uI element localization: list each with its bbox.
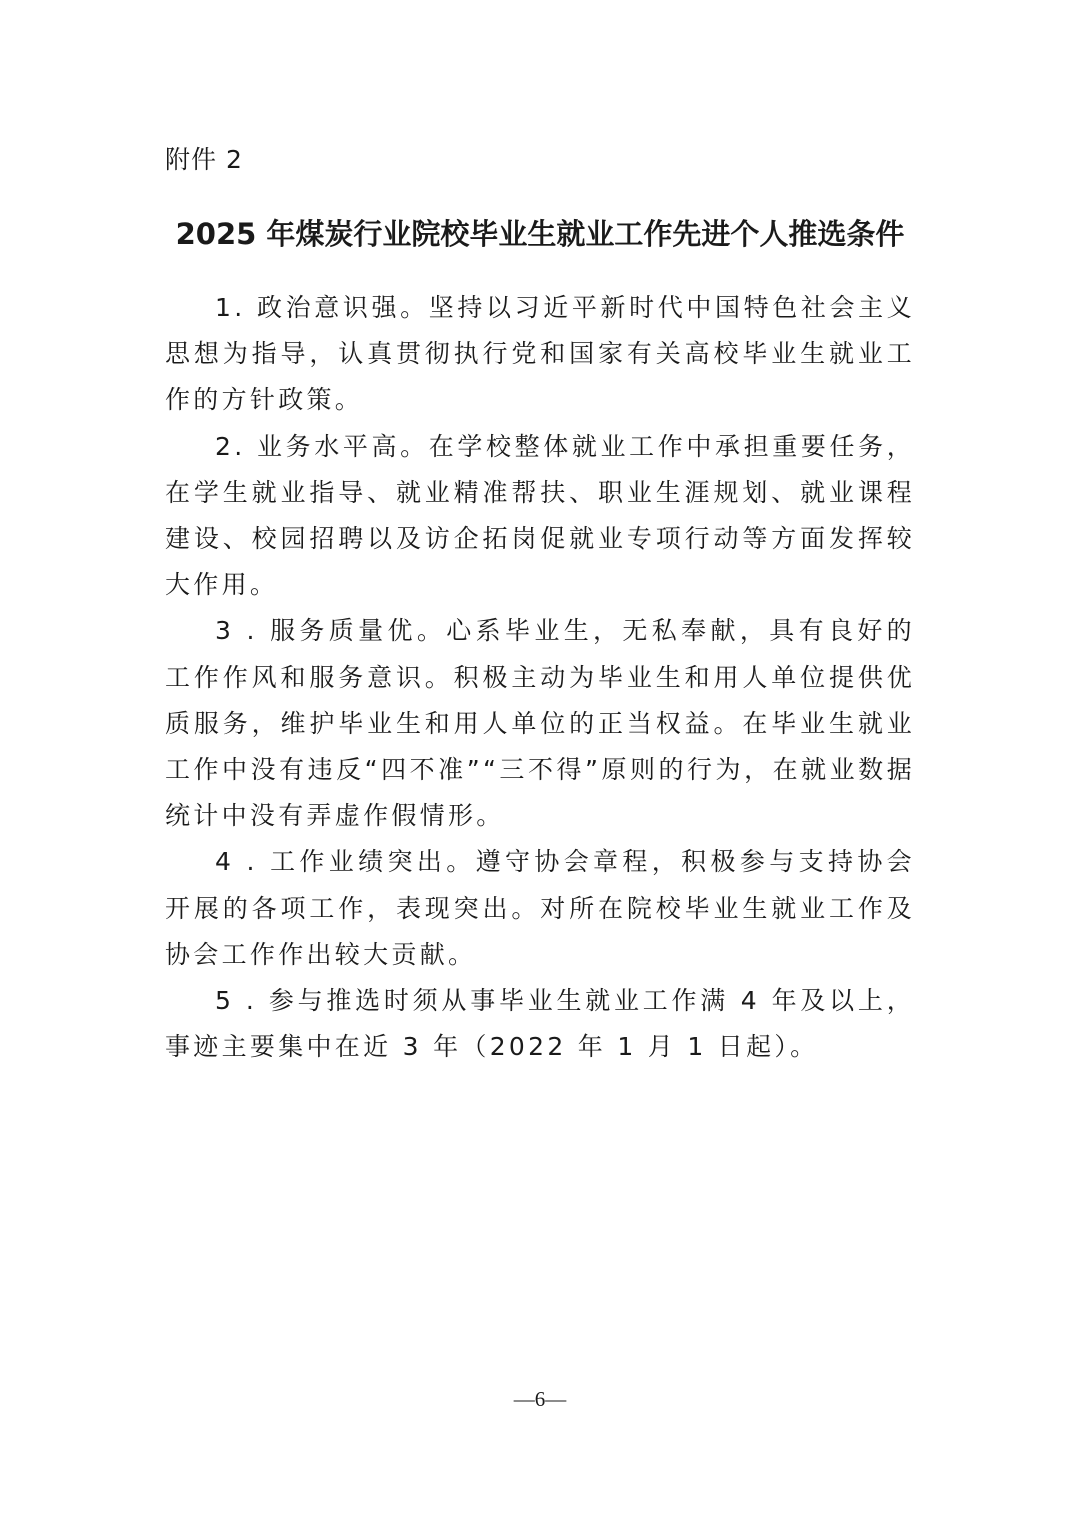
- criterion-paragraph-1: 1. 政治意识强。坚持以习近平新时代中国特色社会主义思想为指导，认真贯彻执行党和国家有关高校毕业生就业工作的方针政策。: [165, 293, 915, 415]
- attachment-label: 附件 2: [165, 145, 243, 174]
- criterion-paragraph-4: 4 . 工作业绩突出。遵守协会章程，积极参与支持协会开展的各项工作，表现突出。对所在院校毕业生就业工作及协会工作作出较大贡献。: [165, 847, 915, 969]
- document-body: [165, 285, 915, 1070]
- page-number: —6—: [513, 1387, 567, 1411]
- document-title: 2025 年煤炭行业院校毕业生就业工作先进个人推选条件: [175, 217, 905, 251]
- criterion-paragraph-2: 2. 业务水平高。在学校整体就业工作中承担重要任务，在学生就业指导、就业精准帮扶、职业生涯规划、就业课程建设、校园招聘以及访企拓岗促就业专项行动等方面发挥较大作用。: [165, 431, 915, 600]
- criterion-paragraph-3: 3 . 服务质量优。心系毕业生，无私奉献，具有良好的工作作风和服务意识。积极主动为毕业生和用人单位提供优质服务，维护毕业生和用人单位的正当权益。在毕业生就业工作中没有违反“四不准”“三不得”原则的行为，在就业数据统计中没有弄虚作假情形。: [165, 616, 915, 831]
- criterion-paragraph-5: 5 . 参与推选时须从事毕业生就业工作满 4 年及以上，事迹主要集中在近 3 年（2022 年 1 月 1 日起）。: [165, 986, 915, 1062]
